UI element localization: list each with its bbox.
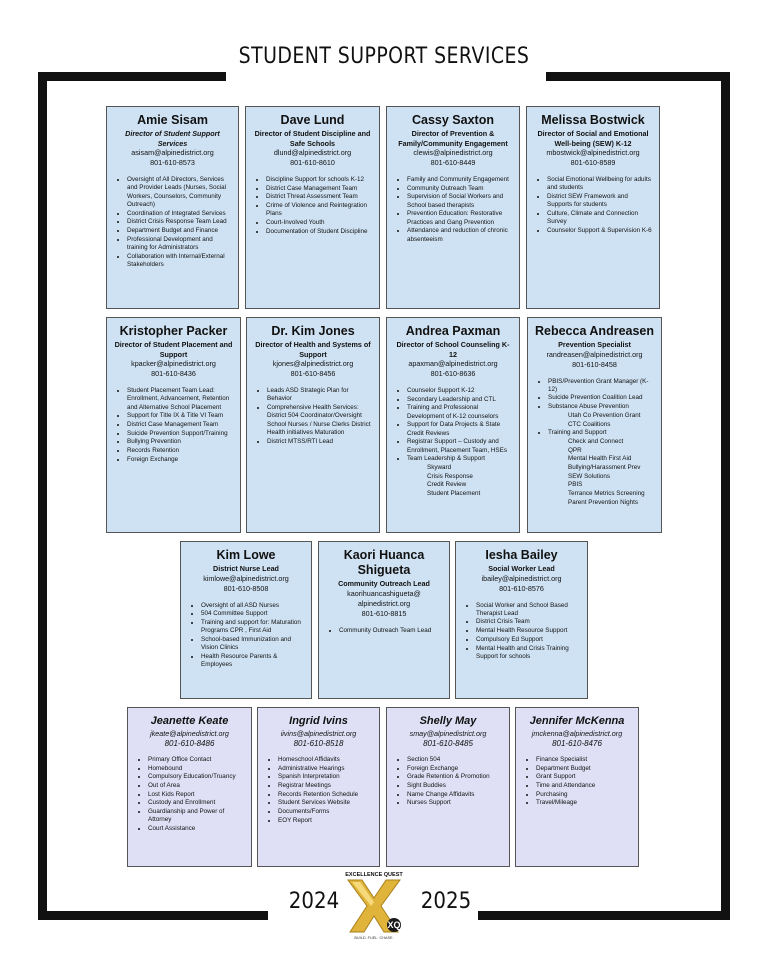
staff-name: Jennifer McKenna bbox=[529, 715, 625, 727]
staff-email[interactable]: kaorihuancashigueta@ alpinedistrict.org bbox=[347, 588, 421, 608]
duty-item: • School-based Immunization and Vision Clinics bbox=[201, 636, 305, 653]
duty-item: • Comprehensive Health Services: District 504 Coordinator/Oversight School Nurses / Nurse Clerks District Health initiatives Maturation bbox=[267, 404, 373, 437]
duty-item: • Mental Health Resource Support bbox=[476, 627, 581, 635]
logo-top-text: EXCELLENCE QUEST bbox=[345, 872, 403, 878]
duty-item: • Registrar Meetings bbox=[278, 782, 373, 790]
duty-item: • Training and support for: Maturation Programs CPR , First Aid bbox=[201, 619, 305, 636]
frame-border-top-right bbox=[546, 72, 730, 81]
duty-subitem: Utah Co Prevention Grant bbox=[568, 411, 641, 419]
staff-email[interactable]: smay@alpinedistrict.org bbox=[409, 729, 487, 738]
duty-item: • Administrative Hearings bbox=[278, 765, 373, 773]
duty-item: • Crime of Violence and Reintegration Plans bbox=[266, 202, 373, 219]
staff-role: Director of Social and Emotional Well-being (SEW) K-12 bbox=[537, 129, 649, 148]
duty-subitem: CTC Coalitions bbox=[568, 420, 611, 428]
duty-subitem: Skyward bbox=[427, 464, 452, 472]
card-melissa-bostwick bbox=[526, 106, 660, 309]
duty-item: • Professional Development and training for Administrators bbox=[127, 236, 232, 253]
staff-email[interactable]: apaxman@alpinedistrict.org bbox=[408, 359, 498, 368]
card-kim-jones bbox=[246, 317, 380, 533]
frame-border-bottom-right bbox=[478, 911, 730, 920]
duty-list bbox=[325, 627, 443, 635]
staff-phone: 801-610-8508 bbox=[223, 583, 269, 593]
duty-item: • Guardianship and Power of Attorney bbox=[148, 808, 245, 825]
year-end: 2025 bbox=[420, 889, 472, 914]
staff-name: Andrea Paxman bbox=[405, 324, 501, 338]
duty-subitem: Parent Prevention Nights bbox=[568, 498, 639, 506]
duty-list bbox=[462, 602, 581, 662]
card-shelly-may bbox=[386, 707, 510, 867]
duty-list bbox=[113, 176, 232, 269]
staff-phone: 801-610-8436 bbox=[151, 369, 196, 378]
duty-list bbox=[252, 176, 373, 236]
staff-name: Rebecca Andreasen bbox=[534, 324, 655, 338]
staff-name: Dave Lund bbox=[280, 113, 345, 127]
excellence-quest-logo bbox=[338, 868, 410, 940]
staff-phone: 801-610-8458 bbox=[572, 359, 617, 369]
staff-phone: 801-610-8576 bbox=[499, 583, 544, 593]
duty-item: • Social Emotional Wellbeing for adults and students bbox=[547, 176, 653, 193]
duty-item: • Documentation of Student Discipline bbox=[266, 228, 373, 236]
duty-item: • Suicide Prevention Coalition Lead bbox=[548, 394, 655, 402]
duty-subitem: Student Placement bbox=[427, 490, 481, 498]
duty-item: • Supervision of Social Workers and School based therapists bbox=[407, 193, 513, 210]
duty-item: • Court Assistance bbox=[148, 825, 245, 833]
duty-item: • Name Change Affidavits bbox=[407, 791, 503, 799]
duty-item: • Travel/Mileage bbox=[536, 799, 632, 807]
duty-item: • Out of Area bbox=[148, 782, 245, 790]
duty-item: • Spanish Interpretation bbox=[278, 773, 373, 781]
staff-role: Director of Student Support Services bbox=[125, 129, 220, 148]
duty-item: • Attendance and reduction of chronic absenteeism bbox=[407, 227, 513, 244]
card-dave-lund bbox=[245, 106, 380, 309]
card-rebecca-andreasen bbox=[527, 317, 662, 533]
staff-phone: 801-610-8610 bbox=[290, 158, 335, 167]
duty-item: • Community Outreach Team Lead bbox=[339, 627, 443, 635]
card-cassy-saxton bbox=[386, 106, 520, 309]
staff-email[interactable]: jmckenna@alpinedistrict.org bbox=[531, 729, 623, 738]
logo-bottom-text: BUILD. FUEL. CHASE. bbox=[354, 936, 394, 940]
staff-role: Director of Prevention & Family/Community Engagement bbox=[398, 129, 508, 148]
logo-letters: XQ bbox=[387, 920, 401, 930]
duty-item: • Section 504 bbox=[407, 756, 503, 764]
duty-list bbox=[393, 756, 503, 808]
staff-role: Prevention Specialist bbox=[558, 340, 631, 349]
frame-border-left bbox=[38, 72, 47, 920]
duty-item: • Suicide Prevention Support/Training bbox=[127, 430, 234, 438]
duty-item: • Counselor Support K-12 bbox=[407, 387, 513, 395]
duty-item: • Student Services Website bbox=[278, 799, 373, 807]
duty-item: • Culture, Climate and Connection Survey bbox=[547, 210, 653, 227]
staff-email[interactable]: mbostwick@alpinedistrict.org bbox=[546, 148, 640, 157]
duty-item: • Community Outreach Team bbox=[407, 185, 513, 193]
duty-list bbox=[393, 387, 513, 498]
duty-item: • Health Resource Parents & Employees bbox=[201, 653, 305, 670]
duty-item: • Department Budget and Finance bbox=[127, 227, 232, 235]
duty-item: • Homebound bbox=[148, 765, 245, 773]
duty-item: • Oversight of all ASD Nurses bbox=[201, 602, 305, 610]
duty-item: • Mental Health and Crisis Training Support for schools bbox=[476, 645, 581, 662]
staff-name: Amie Sisam bbox=[137, 113, 208, 127]
duty-item: • Foreign Exchange bbox=[407, 765, 503, 773]
duty-subitem: SEW Solutions bbox=[568, 472, 610, 480]
duty-item: • District Case Management Team bbox=[266, 185, 373, 193]
staff-role: Social Worker Lead bbox=[488, 564, 555, 573]
duty-item: • Prevention Education: Restorative Practices and Gang Prevention bbox=[407, 210, 513, 227]
duty-item: • 504 Committee Support bbox=[201, 610, 305, 618]
duty-item: • Counselor Support & Supervision K-6 bbox=[547, 227, 653, 235]
duty-item: • Leads ASD Strategic Plan for Behavior bbox=[267, 387, 373, 404]
duty-list bbox=[522, 756, 632, 808]
staff-name: Kaori Huanca Shigueta bbox=[343, 548, 425, 577]
staff-name: Iesha Bailey bbox=[485, 548, 558, 562]
duty-item: • Support for Data Projects & State Credit Reviews bbox=[407, 421, 513, 438]
staff-name: Kim Lowe bbox=[216, 548, 276, 562]
staff-name: Kristopher Packer bbox=[119, 324, 228, 338]
staff-role: Director of Student Discipline and Safe Schools bbox=[254, 129, 371, 148]
duty-item: • Discipline Support for schools K-12 bbox=[266, 176, 373, 184]
duty-subitem: QPR bbox=[568, 446, 582, 454]
duty-item: • Time and Attendance bbox=[536, 782, 632, 790]
duty-item: • Substance Abuse Prevention bbox=[548, 403, 655, 411]
card-kim-lowe bbox=[180, 541, 312, 699]
frame-border-bottom-left bbox=[38, 911, 268, 920]
staff-phone: 801-610-8589 bbox=[570, 158, 616, 167]
staff-name: Cassy Saxton bbox=[412, 113, 494, 127]
duty-item: • Foreign Exchange bbox=[127, 456, 234, 464]
duty-item: • EOY Report bbox=[278, 817, 373, 825]
duty-item: • Finance Specialist bbox=[536, 756, 632, 764]
staff-email[interactable]: clewis@alpinedistrict.org bbox=[413, 148, 493, 157]
duty-item: • Registrar Support – Custody and Enrollment, Placement Team, HSEs bbox=[407, 438, 513, 455]
frame-border-top-left bbox=[38, 72, 226, 81]
duty-item: • District MTSS/RTI Lead bbox=[267, 438, 373, 446]
duty-item: • Student Placement Team Lead: Enrollment, Advancement, Retention and Alternative School Placement bbox=[127, 387, 234, 412]
duty-item: • Coordination of Integrated Services bbox=[127, 210, 232, 218]
staff-email[interactable]: iivins@alpinedistrict.org bbox=[280, 729, 357, 738]
card-jennifer-mckenna bbox=[515, 707, 639, 867]
duty-list bbox=[533, 176, 653, 235]
duty-item: • Compulsory Education/Truancy bbox=[148, 773, 245, 781]
staff-role: Director of Student Placement and Support bbox=[114, 340, 233, 359]
duty-item: • District Case Management Team bbox=[127, 421, 234, 429]
card-kristopher-packer bbox=[106, 317, 241, 533]
duty-list bbox=[264, 756, 373, 825]
duty-item: • Team Leadership & Support bbox=[407, 455, 513, 463]
duty-subitem: Bullying/Harassment Prev bbox=[568, 463, 641, 471]
duty-subitem: Crisis Response bbox=[427, 472, 473, 480]
staff-phone: 801-610-8573 bbox=[150, 158, 195, 167]
staff-role: Director of Health and Systems of Support bbox=[255, 340, 371, 359]
staff-email[interactable]: kimlowe@alpinedistrict.org bbox=[203, 573, 289, 583]
staff-phone: 801-610-8518 bbox=[293, 739, 344, 748]
staff-email[interactable]: kjones@alpinedistrict.org bbox=[272, 359, 354, 368]
duty-item: • Lost Kids Report bbox=[148, 791, 245, 799]
staff-role: Director of School Counseling K-12 bbox=[396, 340, 510, 359]
duty-item: • Collaboration with Internal/External Stakeholders bbox=[127, 253, 232, 270]
staff-name: Ingrid Ivins bbox=[289, 715, 348, 727]
page-title: STUDENT SUPPORT SERVICES bbox=[238, 44, 530, 69]
duty-item: • Homeschool Affidavits bbox=[278, 756, 373, 764]
staff-email[interactable]: ibailey@alpinedistrict.org bbox=[481, 573, 562, 583]
staff-email[interactable]: jkeate@alpinedistrict.org bbox=[150, 729, 229, 738]
duty-item: • Purchasing bbox=[536, 791, 632, 799]
duty-item: • PBIS/Prevention Grant Manager (K-12) bbox=[548, 378, 655, 395]
staff-email[interactable]: asisam@alpinedistrict.org bbox=[131, 148, 214, 157]
card-ingrid-ivins bbox=[257, 707, 380, 867]
duty-item: • Grade Retention & Promotion bbox=[407, 773, 503, 781]
card-kaori-huanca-shigueta bbox=[318, 541, 450, 699]
duty-item: • Grant Support bbox=[536, 773, 632, 781]
staff-role: Community Outreach Lead bbox=[338, 579, 430, 588]
staff-name: Shelly May bbox=[419, 715, 477, 727]
duty-list bbox=[534, 378, 655, 508]
staff-email[interactable]: kpacker@alpinedistrict.org bbox=[131, 359, 216, 368]
duty-list bbox=[393, 176, 513, 244]
duty-item: • District Crisis Response Team Lead bbox=[127, 218, 232, 226]
frame-border-right bbox=[721, 72, 730, 920]
duty-list bbox=[253, 387, 373, 446]
duty-item: • Compulsory Ed Support bbox=[476, 636, 581, 644]
duty-item: • District Threat Assessment Team bbox=[266, 193, 373, 201]
year-start: 2024 bbox=[288, 889, 340, 914]
staff-phone: 801-610-8486 bbox=[164, 739, 215, 748]
duty-item: • Bullying Prevention bbox=[127, 438, 234, 446]
duty-list bbox=[113, 387, 234, 464]
duty-item: • Support for Title IX & Title VI Team bbox=[127, 412, 234, 420]
duty-item: • Court-Involved Youth bbox=[266, 219, 373, 227]
staff-phone: 801-610-8449 bbox=[430, 158, 476, 167]
card-andrea-paxman bbox=[386, 317, 520, 533]
staff-email[interactable]: dlund@alpinedistrict.org bbox=[273, 148, 352, 157]
duty-item: • Sight Buddies bbox=[407, 782, 503, 790]
duty-subitem: Terrance Metrics Screening bbox=[568, 490, 645, 498]
duty-item: • Oversight of All Directors, Services and Provider Leads (Nurses, Social Workers, Counselors, Community Outreach) bbox=[127, 176, 232, 209]
duty-item: • Training and Professional Development of K-12 counselors bbox=[407, 404, 513, 421]
staff-phone: 801-610-8456 bbox=[290, 369, 336, 378]
staff-name: Melissa Bostwick bbox=[541, 113, 645, 127]
duty-item: • Nurses Support bbox=[407, 799, 503, 807]
card-jeanette-keate bbox=[127, 707, 252, 867]
duty-item: • District SEW Framework and Supports for students bbox=[547, 193, 653, 210]
duty-item: • Custody and Enrollment bbox=[148, 799, 245, 807]
duty-item: • Social Worker and School Based Therapist Lead bbox=[476, 602, 581, 619]
duty-item: • Training and Support bbox=[548, 429, 655, 437]
duty-subitem: Credit Review bbox=[427, 481, 467, 489]
duty-item: • Primary Office Contact bbox=[148, 756, 245, 764]
duty-item: • Documents/Forms bbox=[278, 808, 373, 816]
staff-phone: 801-610-8476 bbox=[552, 739, 602, 748]
duty-subitem: PBIS bbox=[568, 481, 583, 489]
duty-item: • District Crisis Team bbox=[476, 618, 581, 626]
card-amie-sisam bbox=[106, 106, 239, 309]
staff-name: Jeanette Keate bbox=[150, 715, 229, 727]
staff-name: Dr. Kim Jones bbox=[271, 324, 355, 338]
duty-subitem: Check and Connect bbox=[568, 437, 624, 445]
duty-item: • Department Budget bbox=[536, 765, 632, 773]
staff-phone: 801-610-8485 bbox=[423, 739, 473, 748]
staff-email[interactable]: randreasen@alpinedistrict.org bbox=[546, 349, 643, 359]
duty-item: • Records Retention Schedule bbox=[278, 791, 373, 799]
duty-item: • Secondary Leadership and CTL bbox=[407, 396, 513, 404]
staff-role: District Nurse Lead bbox=[213, 564, 279, 573]
staff-phone: 801-610-8815 bbox=[361, 608, 407, 618]
duty-list bbox=[134, 756, 245, 833]
card-iesha-bailey bbox=[455, 541, 588, 699]
duty-subitem: Mental Health First Aid bbox=[568, 455, 632, 463]
duty-item: • Family and Community Engagement bbox=[407, 176, 513, 184]
duty-list bbox=[187, 602, 305, 670]
duty-item: • Records Retention bbox=[127, 447, 234, 455]
staff-phone: 801-610-8636 bbox=[430, 369, 476, 378]
